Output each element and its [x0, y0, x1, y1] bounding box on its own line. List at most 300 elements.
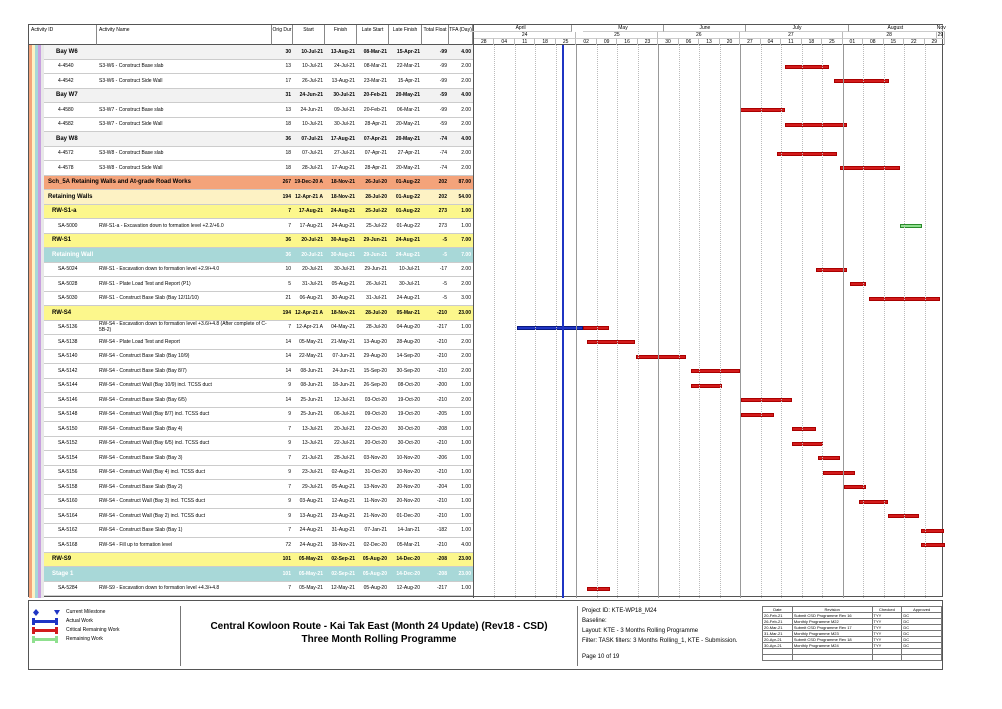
cell-ls: 25-Jul-22 [366, 222, 387, 229]
cell-finish: 18-Nov-21 [331, 309, 355, 316]
cell-dur: 36 [285, 135, 291, 142]
wbs-row[interactable] [44, 176, 473, 191]
cell-finish: 13-Aug-21 [330, 48, 355, 55]
cell-lf: 20-Nov-20 [396, 498, 420, 505]
week-gridline [904, 45, 905, 598]
header-activity-id[interactable]: Activity ID [29, 25, 97, 45]
cell-ls: 13-Nov-20 [363, 483, 387, 490]
critical-work-bar[interactable] [691, 384, 723, 388]
cell-name: RW-S4 - Construct Base Slab (Bay 1) [99, 527, 183, 534]
revision-header: Approved [902, 607, 942, 613]
cell-start: 17-Aug-21 [298, 208, 323, 215]
cell-tf: -210 [436, 498, 447, 505]
cell-dur: 18 [285, 164, 291, 171]
activity-row[interactable] [44, 118, 473, 133]
wbs-row[interactable] [44, 45, 473, 60]
cell-ls: 22-Oct-20 [364, 425, 387, 432]
cell-id: SA-5164 [58, 512, 78, 519]
cell-tfa: 4.00 [461, 92, 471, 99]
cell-lf: 14-Jan-21 [397, 527, 420, 534]
wbs-row[interactable] [44, 248, 473, 263]
cell-lf: 30-Oct-20 [397, 425, 420, 432]
day-label: 16 [617, 38, 637, 45]
cell-lf: 20-May-21 [396, 164, 420, 171]
cell-tfa: 23.00 [458, 570, 471, 577]
actual-work-bar[interactable] [517, 326, 583, 330]
week-gridline [863, 45, 864, 598]
cell-id: 4-4578 [58, 164, 74, 171]
cell-tf: -74 [439, 150, 447, 157]
cell-id: Stage 1 [52, 570, 74, 577]
cell-finish: 22-Jul-21 [334, 440, 355, 447]
cell-finish: 12-Jul-21 [334, 396, 355, 403]
cell-tfa: 2.00 [461, 266, 471, 273]
cell-dur: 13 [285, 63, 291, 70]
cell-tf: -210 [436, 469, 447, 476]
cell-tfa: 7.00 [461, 251, 471, 258]
activity-row[interactable] [44, 538, 473, 553]
day-label: 28 [474, 38, 494, 45]
cell-start: 12-Apr-21 A [295, 309, 323, 316]
activity-row[interactable] [44, 393, 473, 408]
cell-tfa: 23.00 [458, 556, 471, 563]
cell-dur: 194 [282, 193, 291, 200]
revision-cell: TYY [872, 631, 902, 637]
activity-table [29, 25, 473, 598]
cell-lf: 10-Jul-21 [399, 266, 420, 273]
cell-tfa: 2.00 [461, 106, 471, 113]
critical-work-bar[interactable] [587, 340, 635, 344]
cell-tf: -208 [436, 570, 447, 577]
cell-dur: 13 [285, 106, 291, 113]
cell-finish: 30-Jul-21 [334, 121, 355, 128]
cell-finish: 06-Jul-21 [334, 411, 355, 418]
cell-tfa: 1.00 [461, 512, 471, 519]
cell-ls: 07-Apr-21 [363, 135, 387, 142]
cell-tf: -59 [439, 121, 447, 128]
activity-row[interactable] [44, 292, 473, 307]
cell-dur: 72 [285, 541, 291, 548]
cell-finish: 21-May-21 [331, 338, 355, 345]
day-label: 04 [494, 38, 514, 45]
header-activity-name[interactable]: Activity Name [97, 25, 272, 45]
cell-dur: 14 [285, 367, 291, 374]
critical-work-bar[interactable] [587, 587, 610, 591]
critical-work-bar[interactable] [740, 108, 785, 112]
cell-id: SA-5138 [58, 338, 78, 345]
revision-cell: Submit CSD Programme Rev 17 [792, 625, 872, 631]
cell-tf: 202 [438, 179, 447, 186]
cell-name: S3-W7 - Construct Base slab [99, 106, 164, 113]
cell-tf: -5 [442, 295, 447, 302]
cell-finish: 18-Jun-21 [332, 382, 355, 389]
cell-name: RW-S4 - Construct Base Slab (Bay 10/9) [99, 353, 190, 360]
week-label: 24 [474, 32, 576, 38]
activity-row[interactable] [44, 480, 473, 495]
cell-dur: 101 [282, 556, 291, 563]
cell-name: RW-S1 - Excavation down to formation level +2.9/+4.0 [99, 266, 220, 273]
cell-lf: 30-Oct-20 [397, 440, 420, 447]
cell-id: SA-5284 [58, 585, 78, 592]
day-label: 25 [822, 38, 842, 45]
cell-start: 19-Dec-20 A [294, 179, 323, 186]
cell-id: SA-5154 [58, 454, 78, 461]
cell-tf: -200 [436, 382, 447, 389]
cell-lf: 24-Aug-21 [395, 251, 420, 258]
cell-tf: -210 [436, 440, 447, 447]
cell-start: 22-May-21 [299, 353, 323, 360]
cell-lf: 15-Apr-21 [396, 48, 420, 55]
cell-finish: 02-Sep-21 [331, 556, 355, 563]
cell-ls: 05-Aug-20 [362, 570, 387, 577]
activity-row[interactable] [44, 466, 473, 481]
wbs-row[interactable] [44, 234, 473, 249]
day-label: 08 [863, 38, 883, 45]
cell-tf: -5 [442, 251, 447, 258]
revision-cell: DC [902, 619, 942, 625]
activity-row[interactable] [44, 103, 473, 118]
revision-table [762, 606, 942, 660]
cell-lf: 15-Apr-21 [397, 77, 420, 84]
legend [28, 606, 178, 666]
cell-lf: 20-Nov-20 [396, 483, 420, 490]
cell-id: Bay W7 [56, 92, 78, 99]
cell-start: 20-Jul-21 [302, 266, 323, 273]
cell-lf: 24-Aug-21 [395, 237, 420, 244]
cell-ls: 31-Jul-21 [366, 295, 387, 302]
filter-name: Filter: TASK filters: 3 Months Rolling_1, KTE - Submission. [582, 638, 738, 644]
cell-finish: 04-May-21 [331, 324, 355, 331]
critical-work-bar[interactable] [741, 398, 792, 402]
legend-item [28, 635, 178, 643]
cell-tfa: 7.00 [461, 237, 471, 244]
cell-lf: 05-Mar-21 [396, 309, 420, 316]
cell-start: 28-Jul-21 [302, 164, 323, 171]
activity-row[interactable] [44, 509, 473, 524]
cell-lf: 05-Mar-21 [396, 541, 420, 548]
cell-ls: 13-Aug-20 [363, 338, 387, 345]
milestone-diamond-icon [32, 609, 56, 615]
critical-work-bar[interactable] [840, 166, 900, 170]
activity-row[interactable] [44, 60, 473, 75]
revision-header: Revision [792, 607, 872, 613]
project-id: Project ID: KTE-WP18_M24 [582, 608, 657, 614]
gantt-chart [473, 25, 944, 598]
cell-lf: 19-Oct-20 [397, 411, 420, 418]
cell-dur: 21 [285, 295, 291, 302]
activity-row[interactable] [44, 364, 473, 379]
cell-name: RW-S4 - Construct Base Slab (Bay 3) [99, 454, 183, 461]
cell-ls: 20-Feb-21 [363, 92, 387, 99]
day-label: 27 [740, 38, 760, 45]
cell-tf: -210 [436, 367, 447, 374]
cell-lf: 27-Apr-21 [397, 150, 420, 157]
cell-id: SA-5160 [58, 498, 78, 505]
week-gridline [822, 45, 823, 598]
activity-row[interactable] [44, 437, 473, 452]
cell-finish: 24-Aug-21 [330, 208, 355, 215]
project-info [580, 606, 760, 666]
cell-id: Bay W6 [56, 48, 78, 55]
cell-tfa: 1.00 [461, 440, 471, 447]
cell-dur: 101 [282, 570, 291, 577]
cell-id: SA-5030 [58, 295, 78, 302]
day-label: 02 [576, 38, 596, 45]
cell-tf: -210 [436, 309, 447, 316]
header-orig-dur[interactable]: Orig Dur [272, 25, 293, 45]
revision-cell: DC [902, 625, 942, 631]
cell-start: 24-Jun-21 [299, 92, 323, 99]
revision-header: Checked [872, 607, 902, 613]
cell-tfa: 2.00 [461, 121, 471, 128]
cell-ls: 26-Jul-21 [366, 280, 387, 287]
cell-ls: 15-Sep-20 [363, 367, 387, 374]
wbs-row[interactable] [44, 190, 473, 205]
activity-row[interactable] [44, 495, 473, 510]
revision-cell: TYY [872, 619, 902, 625]
cell-start: 17-Aug-21 [299, 222, 323, 229]
revision-cell: Monthly Programme M22 [792, 619, 872, 625]
cell-ls: 26-Jul-20 [365, 179, 387, 186]
cell-tfa: 2.00 [461, 353, 471, 360]
wbs-row[interactable] [44, 567, 473, 582]
wbs-row[interactable] [44, 306, 473, 321]
cell-tfa: 2.00 [461, 367, 471, 374]
cell-ls: 23-Mar-21 [363, 77, 387, 84]
data-date-line [562, 45, 564, 598]
cell-tf: -99 [439, 77, 447, 84]
revision-cell: TYY [872, 637, 902, 643]
cell-lf: 10-Nov-20 [396, 454, 420, 461]
cell-start: 23-Jul-21 [302, 469, 323, 476]
cell-ls: 25-Jul-22 [365, 208, 387, 215]
cell-lf: 24-Aug-21 [396, 295, 420, 302]
week-gridline [597, 45, 598, 598]
week-gridline [679, 45, 680, 598]
cell-name: S3-W6 - Construct Side Wall [99, 77, 163, 84]
cell-name: RW-S4 - Construct Wall (Bay 4) incl. TCSS duct [99, 469, 205, 476]
day-label: 09 [597, 38, 617, 45]
cell-finish: 24-Jul-21 [334, 63, 355, 70]
cell-tfa: 3.00 [461, 295, 471, 302]
header-late-finish[interactable]: Late Finish [389, 25, 422, 45]
cell-finish: 24-Jun-21 [332, 367, 355, 374]
revision-cell: DC [902, 613, 942, 619]
cell-tf: -5 [442, 237, 447, 244]
revision-cell: TYY [872, 613, 902, 619]
month-gridline [843, 45, 844, 598]
cell-finish: 30-Aug-21 [330, 237, 355, 244]
week-label: 26 [658, 32, 740, 38]
cell-lf: 14-Dec-20 [396, 556, 420, 563]
cell-ls: 29-Jun-21 [363, 237, 387, 244]
cell-start: 10-Jul-21 [302, 63, 323, 70]
day-label: 01 [843, 38, 863, 45]
activity-row[interactable] [44, 161, 473, 176]
cell-ls: 20-Feb-21 [363, 106, 387, 113]
revision-cell: DC [902, 631, 942, 637]
activity-row[interactable] [44, 582, 473, 597]
cell-id: 4-4580 [58, 106, 74, 113]
legend-label: Remaining Work [66, 636, 103, 642]
revision-row [763, 655, 942, 661]
cell-name: RW-S9 - Excavation down to formation level +4.3/+4.8 [99, 585, 220, 592]
header-tfa[interactable]: TFA (Day) [449, 25, 473, 45]
cell-id: 4-4572 [58, 150, 74, 157]
cell-dur: 14 [285, 396, 291, 403]
cell-tfa: 1.00 [461, 469, 471, 476]
cell-ls: 28-Jul-20 [365, 193, 387, 200]
activity-row[interactable] [44, 277, 473, 292]
activity-row[interactable] [44, 408, 473, 423]
project-title: Central Kowloon Route - Kai Tak East (Month 24 Update) (Rev18 - CSD) [210, 621, 548, 632]
critical-work-bar[interactable] [691, 369, 740, 373]
cell-tfa: 23.00 [458, 309, 471, 316]
cell-dur: 18 [285, 121, 291, 128]
cell-ls: 28-Apr-21 [364, 121, 387, 128]
day-label: 22 [904, 38, 924, 45]
cell-finish: 30-Jul-21 [334, 266, 355, 273]
critical-work-bar[interactable] [785, 123, 847, 127]
cell-id: SA-5148 [58, 411, 78, 418]
cell-dur: 7 [288, 585, 291, 592]
cell-tf: -206 [436, 454, 447, 461]
activity-row[interactable] [44, 422, 473, 437]
cell-lf: 19-Oct-20 [397, 396, 420, 403]
cell-finish: 07-Jun-21 [332, 353, 355, 360]
cell-dur: 7 [288, 222, 291, 229]
critical-work-bar[interactable] [792, 442, 822, 446]
cell-start: 10-Jul-21 [302, 121, 323, 128]
activity-row[interactable] [44, 147, 473, 162]
cell-name: S3-W8 - Construct Side Wall [99, 164, 163, 171]
week-gridline [699, 45, 700, 598]
header-finish[interactable]: Finish [325, 25, 357, 45]
cell-dur: 7 [288, 483, 291, 490]
activity-row[interactable] [44, 350, 473, 365]
header-late-start[interactable]: Late Start [357, 25, 389, 45]
activity-row[interactable] [44, 524, 473, 539]
critical-work-bar[interactable] [741, 413, 775, 417]
cell-start: 20-Jul-21 [301, 237, 323, 244]
cell-tfa: 2.00 [461, 63, 471, 70]
revision-cell: Submit CSD Programme Rev 16 [792, 613, 872, 619]
activity-row[interactable] [44, 74, 473, 89]
cell-start: 21-Jul-21 [302, 454, 323, 461]
critical-work-bar[interactable] [792, 427, 816, 431]
critical-work-bar[interactable] [777, 152, 837, 156]
cell-id: SA-5150 [58, 425, 78, 432]
cell-dur: 36 [285, 237, 291, 244]
cell-finish: 18-Nov-21 [331, 193, 355, 200]
day-label: 18 [535, 38, 555, 45]
cell-tf: -208 [436, 425, 447, 432]
cell-ls: 07-Jan-21 [364, 527, 387, 534]
week-gridline [925, 45, 926, 598]
cell-dur: 31 [285, 92, 291, 99]
month-label: July [746, 25, 848, 32]
cell-dur: 194 [282, 309, 291, 316]
cell-dur: 7 [288, 425, 291, 432]
cell-start: 12-Apr-21 A [296, 324, 323, 331]
wbs-row[interactable] [44, 89, 473, 104]
cell-tfa: 1.00 [461, 382, 471, 389]
wbs-row[interactable] [44, 205, 473, 220]
cell-name: RW-S4 - Construct Wall (Bay 6/5) incl. TCSS duct [99, 440, 210, 447]
cell-tfa: 4.00 [461, 48, 471, 55]
page-number: Page 10 of 19 [582, 654, 620, 660]
cell-lf: 30-Jul-21 [399, 280, 420, 287]
cell-id: 4-4540 [58, 63, 74, 70]
wbs-row[interactable] [44, 553, 473, 568]
activity-row[interactable] [44, 335, 473, 350]
cell-start: 24-Aug-21 [299, 541, 323, 548]
cell-finish: 02-Aug-21 [331, 469, 355, 476]
revision-cell: TYY [872, 643, 902, 649]
cell-dur: 17 [285, 77, 291, 84]
cell-tf: -74 [439, 135, 447, 142]
month-label: April [470, 25, 572, 32]
cell-lf: 06-Mar-21 [396, 106, 420, 113]
critical-work-bar[interactable] [823, 471, 855, 475]
activity-row[interactable] [44, 379, 473, 394]
cell-start: 08-Jun-21 [300, 367, 323, 374]
cell-lf: 01-Dec-20 [396, 512, 420, 519]
month-label: Nov [936, 25, 946, 31]
day-label: 06 [679, 38, 699, 45]
header-start[interactable]: Start [293, 25, 325, 45]
activity-row[interactable] [44, 263, 473, 278]
cell-dur: 9 [288, 411, 291, 418]
legend-label: Critical Remaining Work [66, 627, 120, 633]
cell-lf: 20-May-21 [395, 92, 420, 99]
cell-ls: 28-Apr-21 [364, 164, 387, 171]
cell-id: SA-5028 [58, 280, 78, 287]
cell-lf: 14-Dec-20 [396, 570, 420, 577]
header-total-float[interactable]: Total Float [422, 25, 449, 45]
cell-start: 24-Jun-21 [300, 106, 323, 113]
cell-ls: 07-Apr-21 [364, 150, 387, 157]
week-gridline [720, 45, 721, 598]
cell-name: RW-S4 - Fill up to formation level [99, 541, 173, 548]
cell-name: RW-S4 - Construct Base Slab (Bay 2) [99, 483, 183, 490]
cell-tf: -74 [439, 164, 447, 171]
cell-dur: 18 [285, 150, 291, 157]
cell-dur: 267 [282, 179, 291, 186]
cell-start: 25-Jun-21 [300, 396, 323, 403]
cell-lf: 01-Aug-22 [395, 208, 420, 215]
cell-lf: 04-Aug-20 [396, 324, 420, 331]
cell-ls: 29-Jun-21 [363, 251, 387, 258]
cell-ls: 28-Jul-20 [366, 324, 387, 331]
cell-finish: 24-Aug-21 [331, 222, 355, 229]
activity-row[interactable] [44, 321, 473, 336]
cell-id: SA-5162 [58, 527, 78, 534]
activity-row[interactable] [44, 451, 473, 466]
cell-name: S3-W7 - Construct Side Wall [99, 121, 163, 128]
revision-cell: Submit CSD Programme Rev 18 [792, 637, 872, 643]
cell-tf: -99 [439, 106, 447, 113]
wbs-row[interactable] [44, 132, 473, 147]
cell-start: 03-Aug-21 [299, 498, 323, 505]
cell-finish: 05-Aug-21 [331, 280, 355, 287]
cell-tfa: 1.00 [461, 454, 471, 461]
cell-finish: 12-May-21 [331, 585, 355, 592]
legend-label: Current Milestone [66, 609, 106, 615]
cell-dur: 9 [288, 469, 291, 476]
cell-start: 08-Jun-21 [300, 382, 323, 389]
activity-row[interactable] [44, 219, 473, 234]
